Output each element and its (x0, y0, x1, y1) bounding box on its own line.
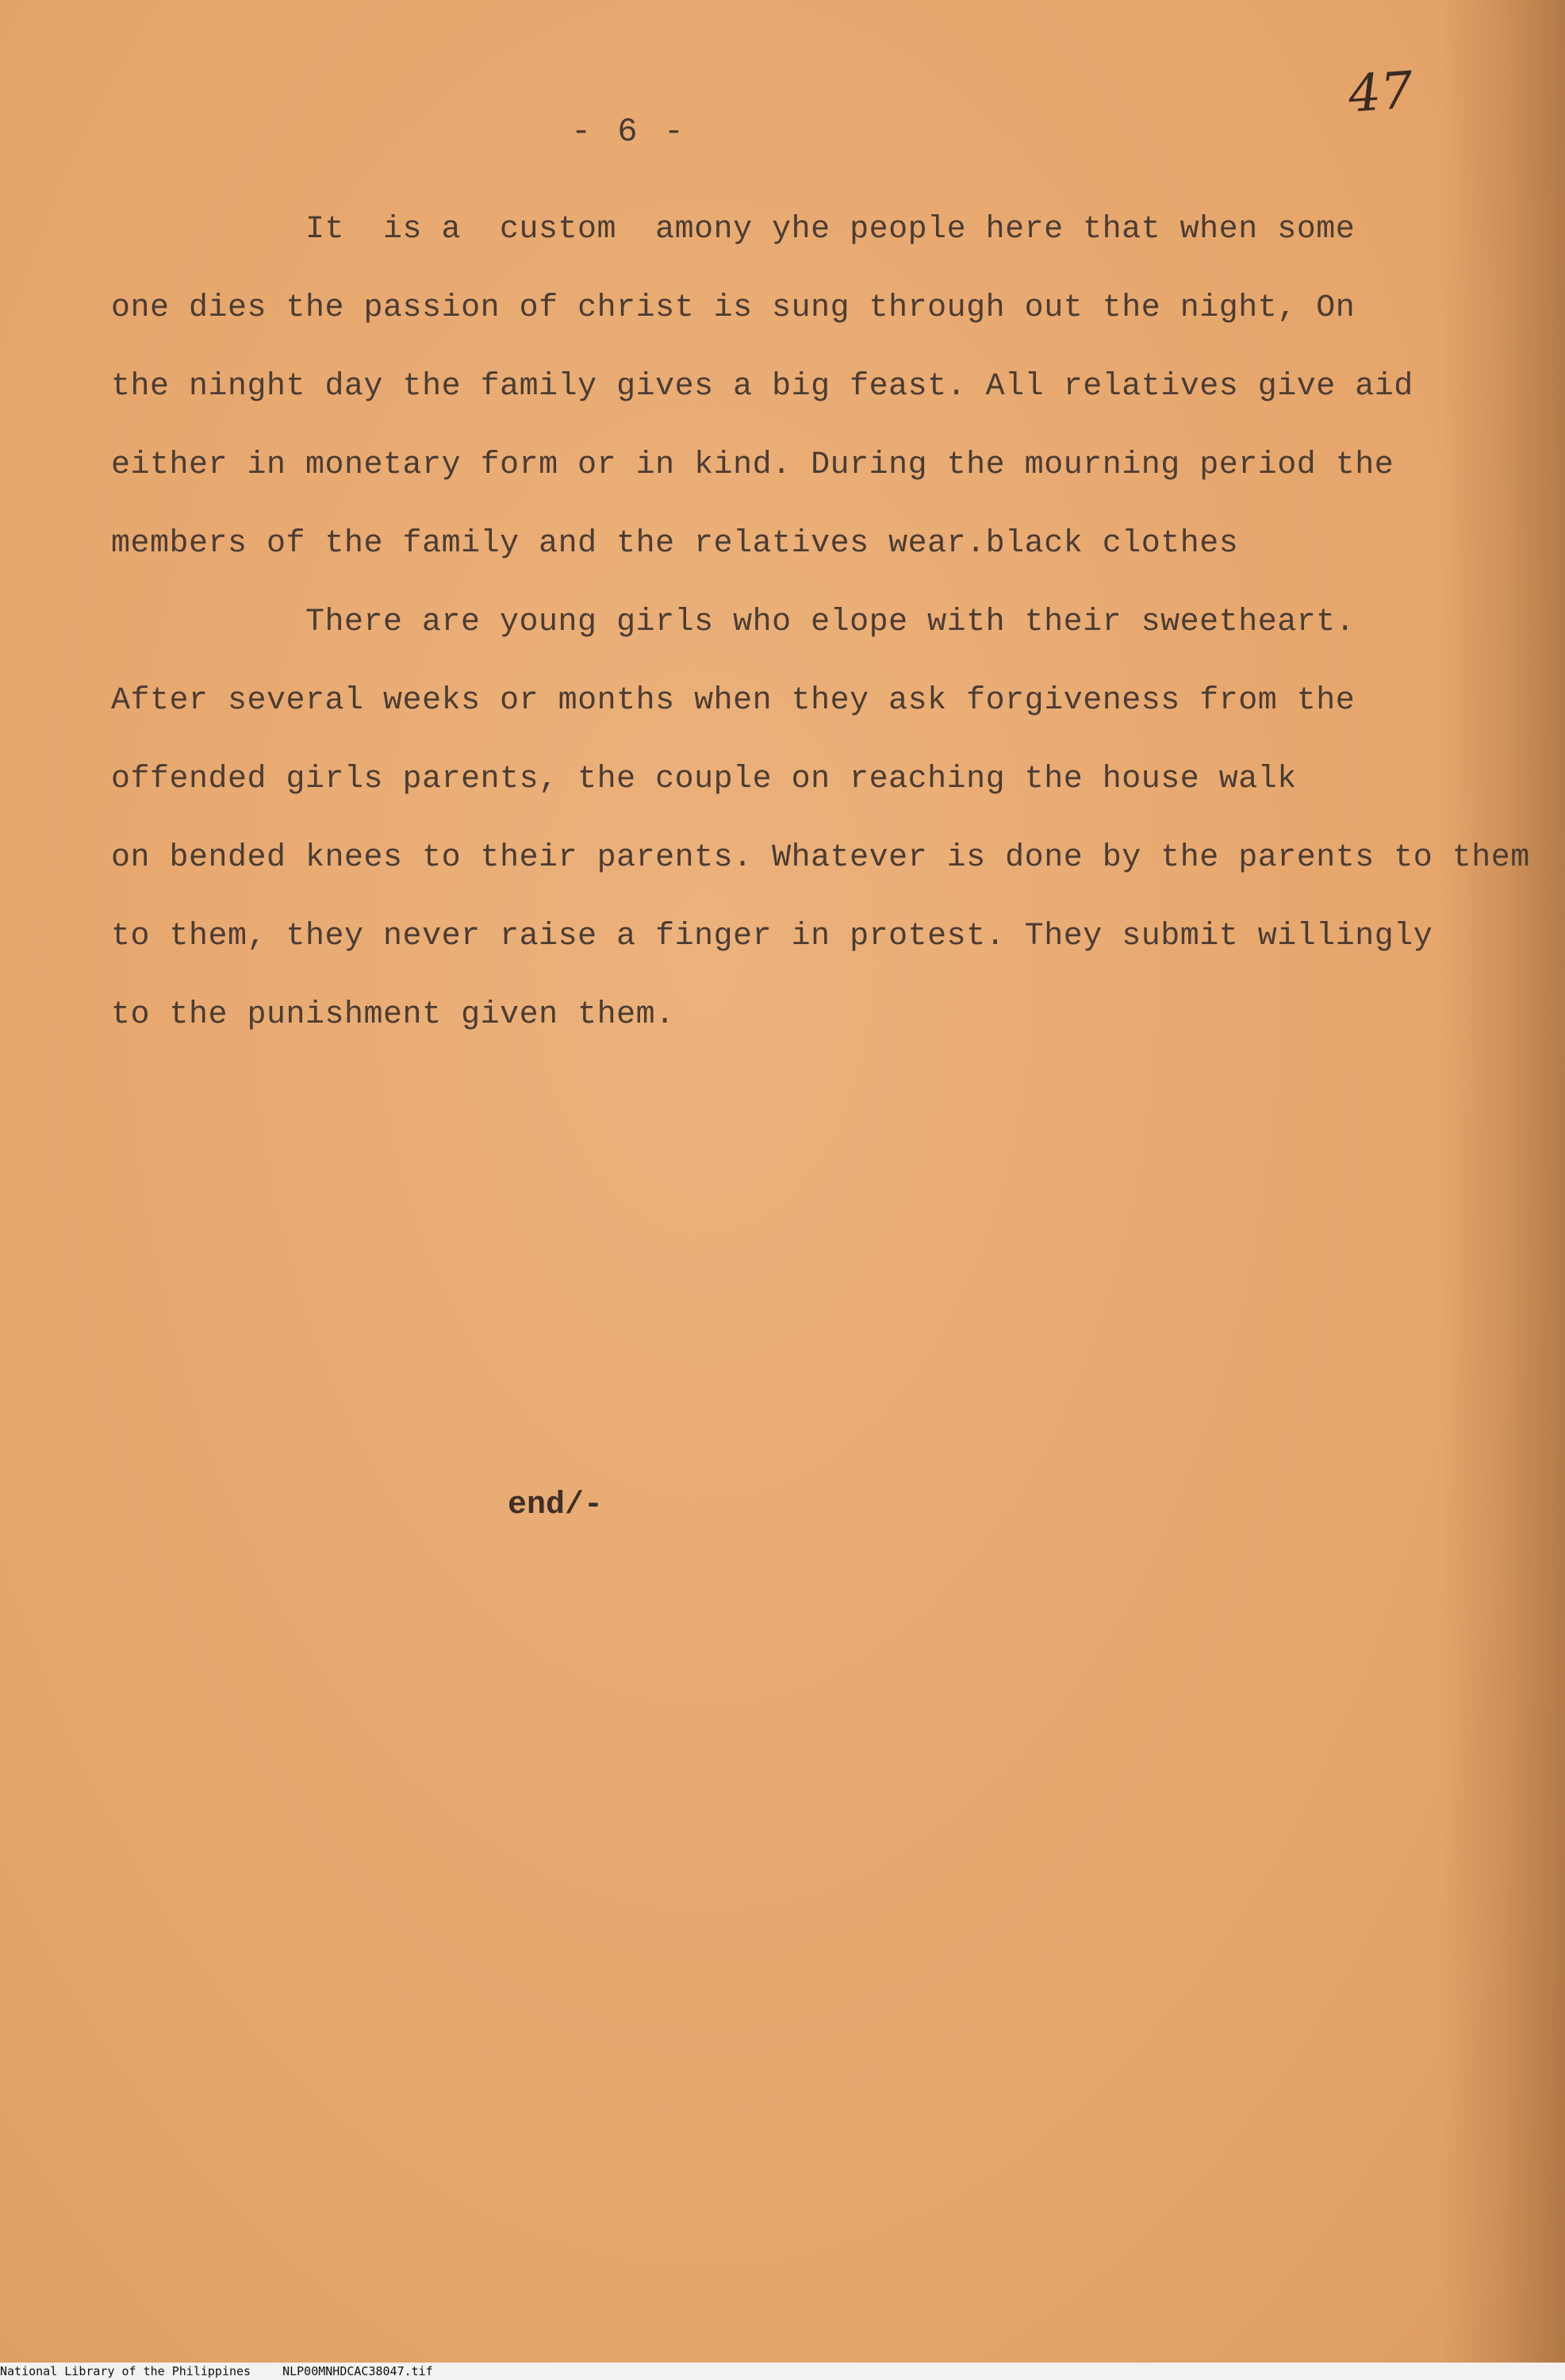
text-line: one dies the passion of christ is sung through out the night, On (111, 290, 1356, 326)
footer-institution: National Library of the Philippines (0, 2364, 251, 2378)
text-line: After several weeks or months when they ask forgiveness from the (111, 683, 1356, 719)
text-line: to them, they never raise a finger in protest. They submit willingly (111, 919, 1433, 954)
text-line: It is a custom amony yhe people here that when some (305, 212, 1356, 248)
footer-filename: NLP00MNHDCAC38047.tif (282, 2364, 433, 2378)
page-number: - 6 - (571, 113, 688, 151)
text-line: on bended knees to their parents. Whatever is done by the parents to them (111, 840, 1530, 876)
text-line: the ninght day the family gives a big feast. All relatives give aid (111, 369, 1413, 405)
archive-footer (0, 2363, 1565, 2380)
text-line: offended girls parents, the couple on reaching the house walk (111, 762, 1297, 797)
typed-body-text (111, 190, 1539, 1054)
handwritten-folio-number: 47 (1346, 61, 1415, 125)
end-mark: end/- (508, 1488, 604, 1523)
text-line: members of the family and the relatives wear.black clothes (111, 526, 1239, 562)
text-line: There are young girls who elope with their sweetheart. (305, 605, 1356, 640)
text-line: either in monetary form or in kind. During the mourning period the (111, 447, 1394, 483)
text-line: to the punishment given them. (111, 997, 675, 1033)
